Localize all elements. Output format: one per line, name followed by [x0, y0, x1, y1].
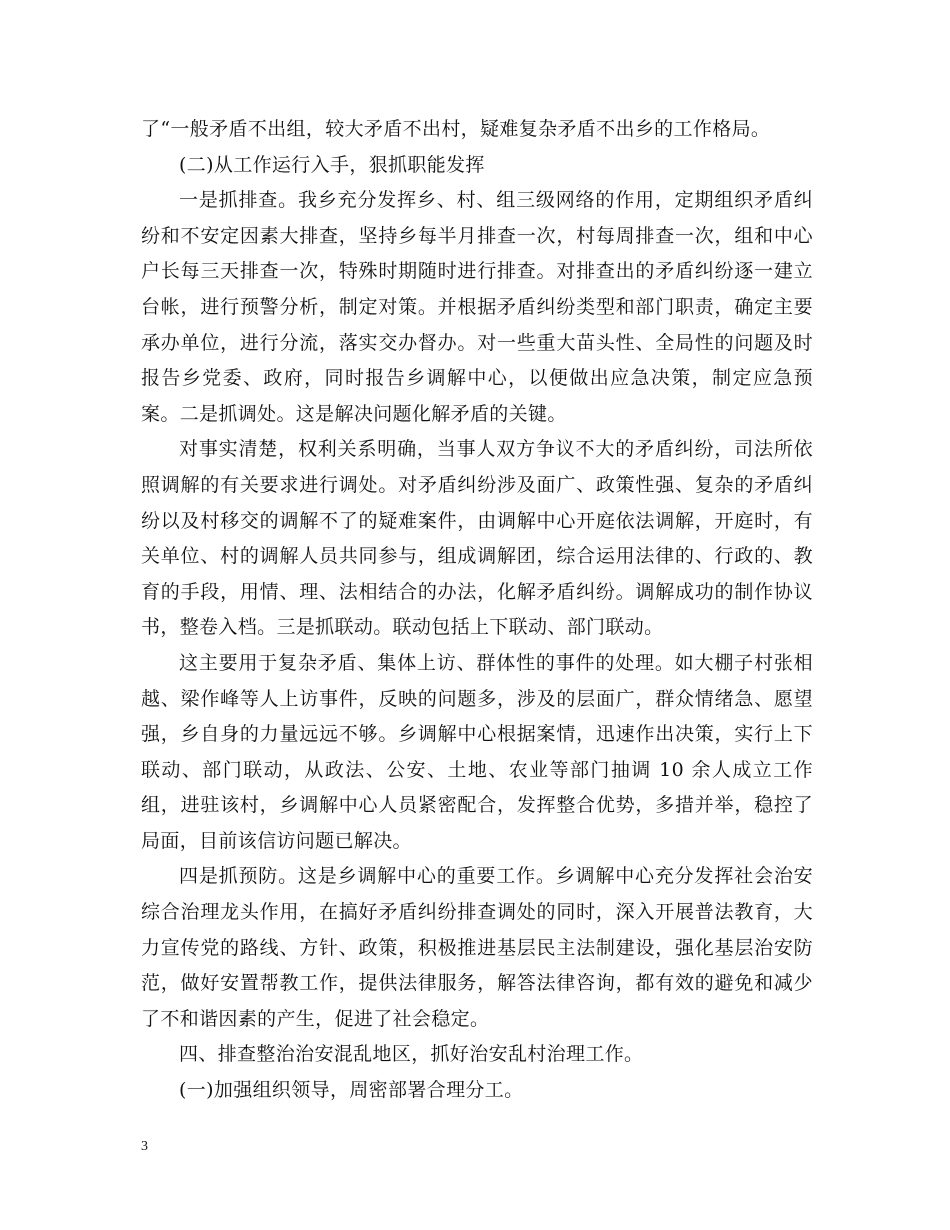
section-heading: (一)加强组织领导，周密部署合理分工。	[179, 1079, 524, 1102]
paragraph: 一是抓排查。我乡充分发挥乡、村、组三级网络的作用，定期组织矛盾纠纷和不安定因素大排查，坚持乡每半月排查一次，村每周排查一次，组和中心户长每三天排查一次，特殊时期随时进行排查。对排查出的矛盾纠纷逐一建立台帐，进行预警分析，制定对策。并根据矛盾纠纷类型和部门职责，确定主要承办单位，进行分流，落实交办督办。对一些重大苗头性、全局性的问题及时报告乡党委、政府，同时报告乡调解中心，以便做出应急决策，制定应急预案。二是抓调处。这是解决问题化解矛盾的关键。	[141, 189, 813, 425]
paragraph: 对事实清楚，权利关系明确，当事人双方争议不大的矛盾纠纷，司法所依照调解的有关要求进行调处。对矛盾纠纷涉及面广、政策性强、复杂的矛盾纠纷以及村移交的调解不了的疑难案件，由调解中心开庭依法调解，开庭时，有关单位、村的调解人员共同参与，组成调解团，综合运用法律的、行政的、教育的手段，用情、理、法相结合的办法，化解矛盾纠纷。调解成功的制作协议书，整卷入档。三是抓联动。联动包括上下联动、部门联动。	[141, 438, 813, 639]
page-number: 3	[141, 1139, 148, 1154]
paragraph: 这主要用于复杂矛盾、集体上访、群体性的事件的处理。如大棚子村张相越、梁作峰等人上访事件，反映的问题多，涉及的层面广，群众情绪急、愿望强，乡自身的力量远远不够。乡调解中心根据案情，迅速作出决策，实行上下联动、部门联动，从政法、公安、土地、农业等部门抽调 10 余人成立工作组，进驻该村，乡调解中心人员紧密配合，发挥整合优势，多措并举，稳控了局面，目前该信访问题已解决。	[141, 651, 813, 852]
section-heading: (二)从工作运行入手，狠抓职能发挥	[179, 153, 485, 176]
section-heading: 四、排查整治治安混乱地区，抓好治安乱村治理工作。	[179, 1043, 644, 1066]
document-body	[141, 112, 813, 1109]
paragraph: 四是抓预防。这是乡调解中心的重要工作。乡调解中心充分发挥社会治安综合治理龙头作用，在搞好矛盾纠纷排查调处的同时，深入开展普法教育，大力宣传党的路线、方针、政策，积极推进基层民主法制建设，强化基层治安防范，做好安置帮教工作，提供法律服务，解答法律咨询，都有效的避免和减少了不和谐因素的产生，促进了社会稳定。	[141, 865, 813, 1030]
paragraph: 了“一般矛盾不出组，较大矛盾不出村，疑难复杂矛盾不出乡的工作格局。	[141, 118, 771, 140]
